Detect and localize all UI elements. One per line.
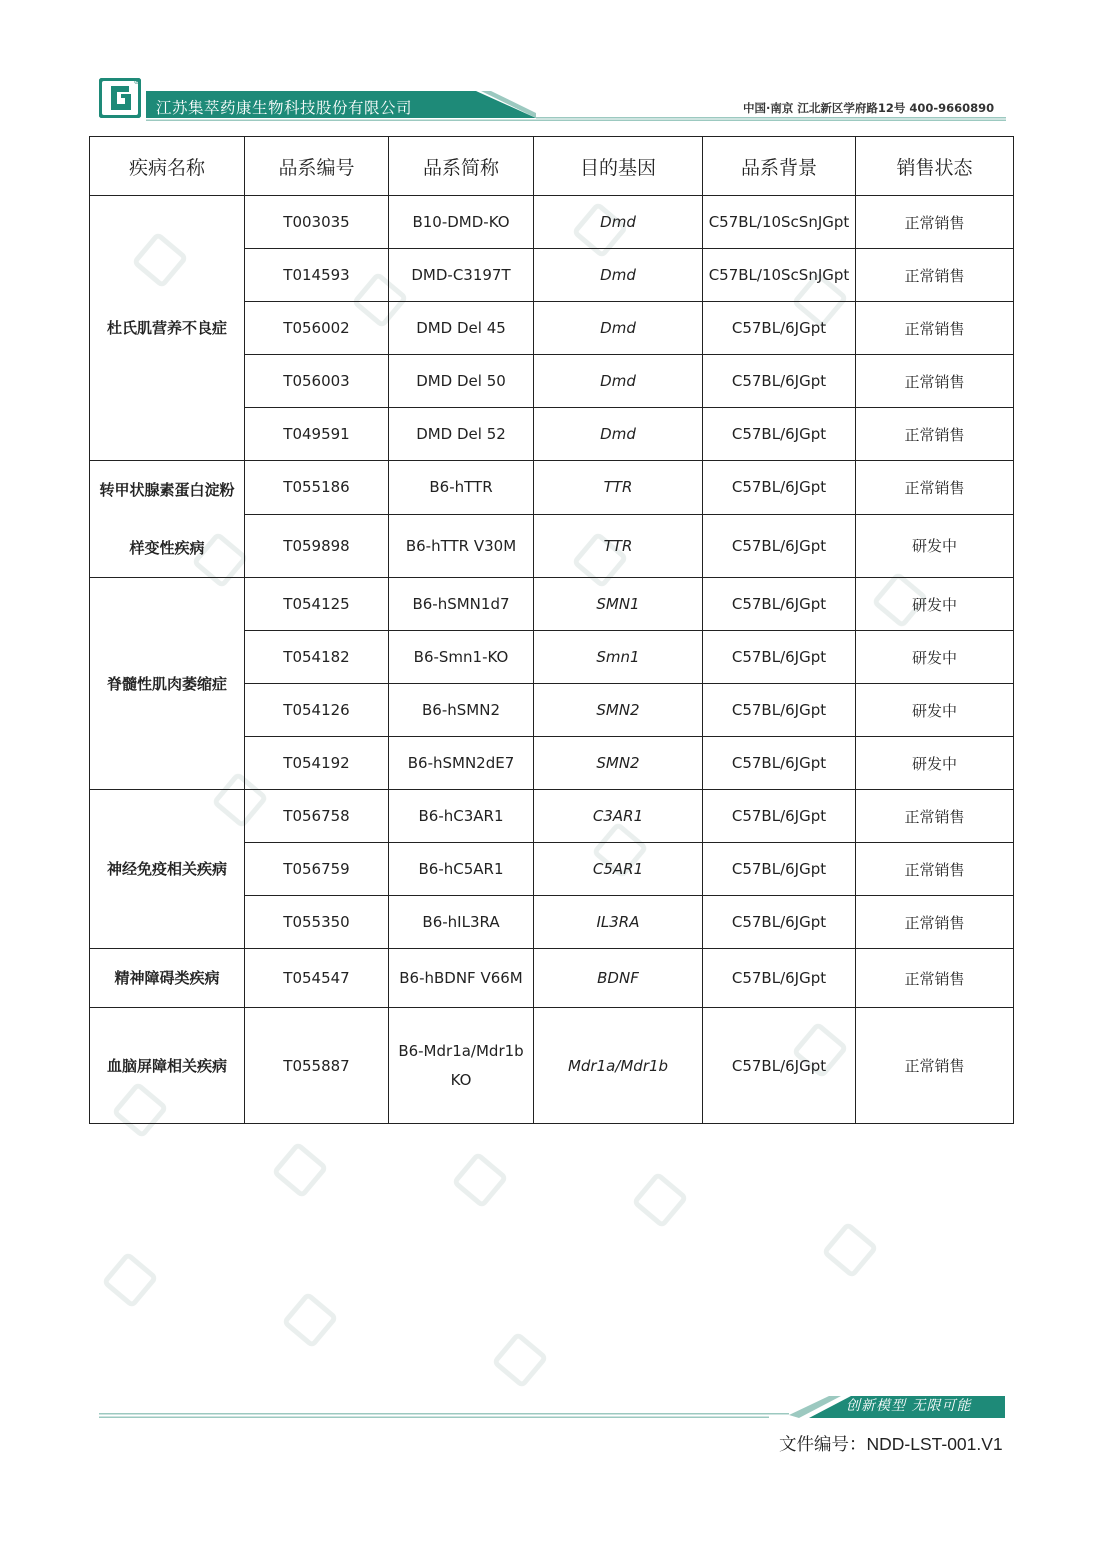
strain-name-cell: B10-DMD-KO [389,196,534,249]
strain-name-cell: B6-Smn1-KO [389,631,534,684]
table-row [90,578,1014,631]
strain-id-cell: T054182 [245,631,389,684]
table-row [90,790,1014,843]
status-cell: 正常销售 [856,355,1014,408]
target-gene-cell: SMN2 [534,684,703,737]
status-cell: 正常销售 [856,843,1014,896]
strain-name-cell: B6-hSMN1d7 [389,578,534,631]
document-number: 文件编号：NDD-LST-001.V1 [779,1434,1003,1454]
strain-id-cell: T055887 [245,1008,389,1124]
strain-name-cell: DMD Del 52 [389,408,534,461]
strain-name-cell: DMD-C3197T [389,249,534,302]
target-gene-cell: Dmd [534,249,703,302]
strain-id-cell: T054192 [245,737,389,790]
background-cell: C57BL/6JGpt [703,631,856,684]
background-cell: C57BL/6JGpt [703,514,856,577]
strain-id-cell: T055186 [245,461,389,515]
column-header: 品系背景 [703,137,856,196]
strain-name-cell: B6-hSMN2dE7 [389,737,534,790]
status-cell: 研发中 [856,737,1014,790]
strain-name-cell: B6-hC3AR1 [389,790,534,843]
footer-slogan: 创新模型 无限可能 [846,1398,972,1414]
strain-id-cell: T056758 [245,790,389,843]
status-cell: 正常销售 [856,790,1014,843]
strain-id-cell: T056002 [245,302,389,355]
page-header [0,0,1102,130]
disease-cell: 精神障碍类疾病 [90,949,245,1008]
background-cell: C57BL/6JGpt [703,949,856,1008]
target-gene-cell: Dmd [534,302,703,355]
disease-cell: 血脑屏障相关疾病 [90,1008,245,1124]
background-cell: C57BL/10ScSnJGpt [703,196,856,249]
background-cell: C57BL/6JGpt [703,578,856,631]
target-gene-cell: IL3RA [534,896,703,949]
table-row [90,1008,1014,1124]
strain-id-cell: T054126 [245,684,389,737]
target-gene-cell: Dmd [534,408,703,461]
background-cell: C57BL/6JGpt [703,790,856,843]
table-row [90,461,1014,515]
column-header: 销售状态 [856,137,1014,196]
target-gene-cell: TTR [534,514,703,577]
table-row [90,196,1014,249]
strain-id-cell: T054547 [245,949,389,1008]
status-cell: 正常销售 [856,949,1014,1008]
column-header: 品系编号 [245,137,389,196]
background-cell: C57BL/6JGpt [703,684,856,737]
target-gene-cell: Dmd [534,196,703,249]
background-cell: C57BL/6JGpt [703,408,856,461]
background-cell: C57BL/6JGpt [703,843,856,896]
target-gene-cell: SMN1 [534,578,703,631]
disease-cell: 神经免疫相关疾病 [90,790,245,949]
strain-name-cell: B6-hTTR V30M [389,514,534,577]
status-cell: 正常销售 [856,408,1014,461]
background-cell: C57BL/6JGpt [703,896,856,949]
strain-id-cell: T059898 [245,514,389,577]
status-cell: 正常销售 [856,896,1014,949]
status-cell: 研发中 [856,514,1014,577]
disease-cell: 转甲状腺素蛋白淀粉样变性疾病 [90,461,245,578]
strain-id-cell: T054125 [245,578,389,631]
disease-cell: 脊髓性肌肉萎缩症 [90,578,245,790]
strain-name-cell: B6-hC5AR1 [389,843,534,896]
strain-name-cell: B6-Mdr1a/Mdr1b KO [389,1008,534,1124]
table-header-row [90,137,1014,196]
strain-id-cell: T056759 [245,843,389,896]
background-cell: C57BL/6JGpt [703,355,856,408]
status-cell: 研发中 [856,578,1014,631]
background-cell: C57BL/6JGpt [703,461,856,515]
status-cell: 正常销售 [856,461,1014,515]
strain-id-cell: T055350 [245,896,389,949]
background-cell: C57BL/6JGpt [703,302,856,355]
target-gene-cell: Smn1 [534,631,703,684]
target-gene-cell: BDNF [534,949,703,1008]
background-cell: C57BL/6JGpt [703,1008,856,1124]
strain-name-cell: B6-hTTR [389,461,534,515]
strain-id-cell: T003035 [245,196,389,249]
target-gene-cell: Mdr1a/Mdr1b [534,1008,703,1124]
background-cell: C57BL/6JGpt [703,737,856,790]
strain-name-cell: DMD Del 45 [389,302,534,355]
strain-id-cell: T014593 [245,249,389,302]
strain-table [89,136,1014,1124]
strain-name-cell: B6-hSMN2 [389,684,534,737]
column-header: 目的基因 [534,137,703,196]
strain-name-cell: DMD Del 50 [389,355,534,408]
status-cell: 正常销售 [856,302,1014,355]
status-cell: 正常销售 [856,249,1014,302]
status-cell: 正常销售 [856,196,1014,249]
status-cell: 研发中 [856,631,1014,684]
strain-id-cell: T049591 [245,408,389,461]
strain-name-cell: B6-hIL3RA [389,896,534,949]
target-gene-cell: C3AR1 [534,790,703,843]
header-divider [146,117,1006,121]
status-cell: 正常销售 [856,1008,1014,1124]
strain-id-cell: T056003 [245,355,389,408]
target-gene-cell: SMN2 [534,737,703,790]
company-name: 江苏集萃药康生物科技股份有限公司 [156,99,413,117]
target-gene-cell: Dmd [534,355,703,408]
target-gene-cell: C5AR1 [534,843,703,896]
background-cell: C57BL/10ScSnJGpt [703,249,856,302]
column-header: 品系简称 [389,137,534,196]
column-header: 疾病名称 [90,137,245,196]
strain-name-cell: B6-hBDNF V66M [389,949,534,1008]
disease-cell: 杜氏肌营养不良症 [90,196,245,461]
status-cell: 研发中 [856,684,1014,737]
table-row [90,949,1014,1008]
registered-mark: ® [133,77,141,86]
company-address: 中国·南京 江北新区学府路12号 400-9660890 [743,101,995,115]
target-gene-cell: TTR [534,461,703,515]
